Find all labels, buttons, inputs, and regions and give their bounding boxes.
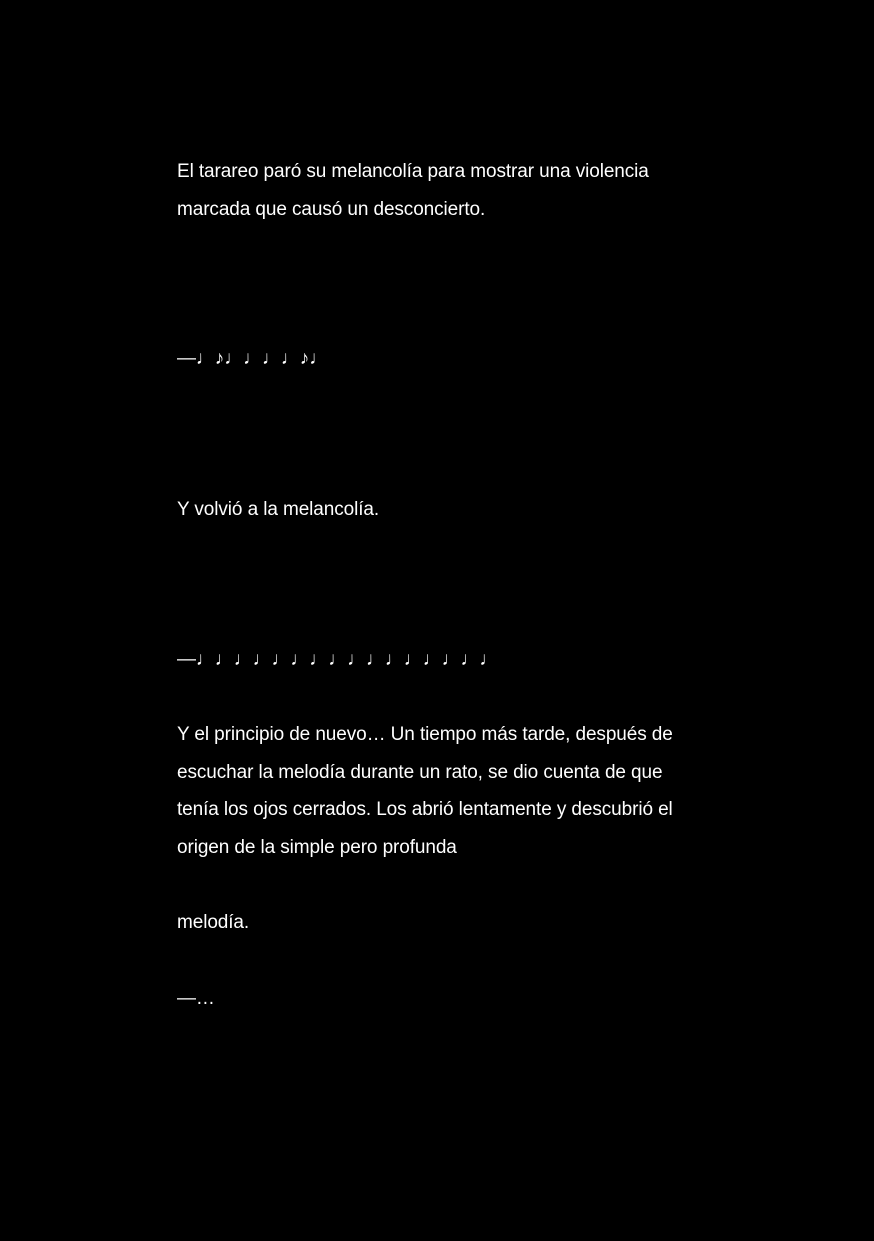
text-line: El tarareo paró su melancolía para mostrar una violencia xyxy=(177,161,649,182)
paragraph-humming-notes-2 xyxy=(177,641,707,679)
music-notes-line: —♩♪♩♩♩♩♪♩ xyxy=(177,348,329,369)
paragraph-principio xyxy=(177,716,707,866)
text-line: origen de la simple pero profunda xyxy=(177,836,457,858)
text-line: melodía. xyxy=(177,912,250,933)
music-notes-line: —♩♩♩♩♩♩♩♩♩♩♩♩♩♩♩♩ xyxy=(177,649,499,670)
paragraph-volvio xyxy=(177,491,707,529)
text-line: Y el principio de nuevo… Un tiempo más tarde, después de xyxy=(177,724,673,745)
text-line: escuchar la melodía durante un rato, se dio cuenta de que xyxy=(177,761,663,783)
paragraph-tarareo xyxy=(177,153,707,228)
paragraph-melodia xyxy=(177,904,707,942)
text-line: —… xyxy=(177,988,215,1009)
text-line: Y volvió a la melancolía. xyxy=(177,499,380,520)
text-line: tenía los ojos cerrados. Los abrió lentamente y descubrió el xyxy=(177,799,673,820)
paragraph-ellipsis xyxy=(177,980,707,1018)
paragraph-humming-notes-1 xyxy=(177,340,707,378)
text-line: marcada que causó un desconcierto. xyxy=(177,198,486,220)
